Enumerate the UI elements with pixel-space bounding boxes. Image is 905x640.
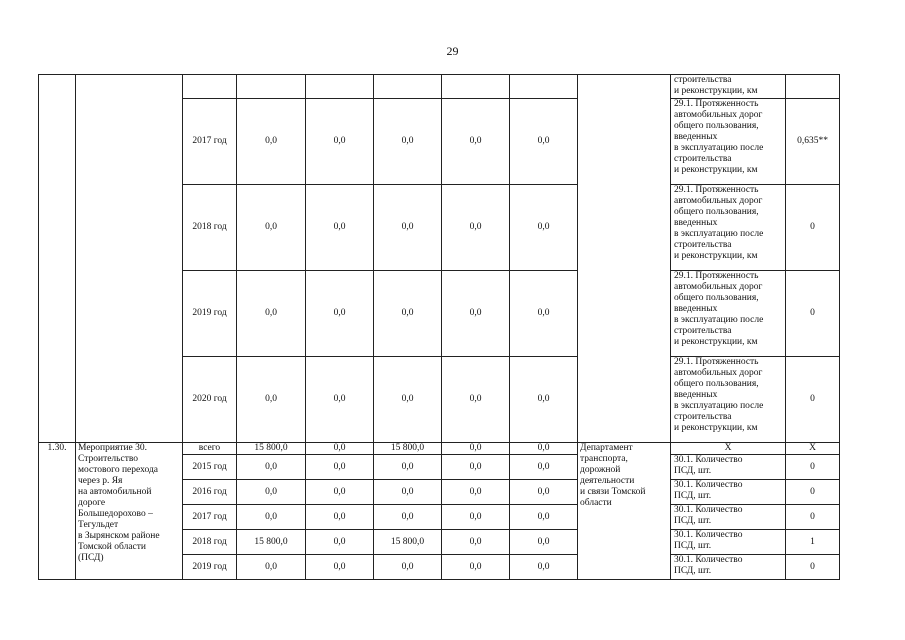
- value-cell: 15 800,0: [237, 530, 306, 555]
- value-cell: 0,0: [237, 357, 306, 443]
- indicator-cell: Х: [671, 443, 786, 455]
- value-cell: 0,0: [374, 185, 442, 271]
- target-value-cell: 0: [786, 455, 840, 480]
- number-cell: [39, 75, 76, 443]
- value-cell: 0,0: [510, 555, 578, 580]
- target-value-cell: 0: [786, 271, 840, 357]
- empty-cell: [442, 75, 510, 99]
- indicator-cell: 29.1. Протяженность автомобильных дорог общего пользования, введенных в эксплуатацию после строительства и реконструкции, км: [671, 185, 786, 271]
- target-value-cell: 1: [786, 530, 840, 555]
- value-cell: 0,0: [237, 271, 306, 357]
- executor-cell: [578, 75, 671, 443]
- value-cell: 0,0: [510, 505, 578, 530]
- year-cell: всего: [183, 443, 237, 455]
- indicator-cell: строительства и реконструкции, км: [671, 75, 786, 99]
- empty-cell: [510, 75, 578, 99]
- year-cell: 2019 год: [183, 271, 237, 357]
- value-cell: 0,0: [442, 271, 510, 357]
- target-value-cell: 0: [786, 480, 840, 505]
- value-cell: 0,0: [374, 271, 442, 357]
- value-cell: 0,0: [237, 505, 306, 530]
- program-table: [38, 74, 840, 580]
- value-cell: 15 800,0: [237, 443, 306, 455]
- value-cell: 0,0: [306, 530, 374, 555]
- target-value-cell: 0: [786, 357, 840, 443]
- indicator-cell: 29.1. Протяженность автомобильных дорог общего пользования, введенных в эксплуатацию после строительства и реконструкции, км: [671, 357, 786, 443]
- value-cell: 0,0: [306, 271, 374, 357]
- value-cell: 0,0: [237, 555, 306, 580]
- value-cell: 0,0: [510, 99, 578, 185]
- indicator-cell: 29.1. Протяженность автомобильных дорог общего пользования, введенных в эксплуатацию после строительства и реконструкции, км: [671, 99, 786, 185]
- value-cell: 0,0: [510, 530, 578, 555]
- value-cell: 0,0: [510, 271, 578, 357]
- value-cell: 0,0: [374, 555, 442, 580]
- number-cell: 1.30.: [39, 443, 76, 580]
- target-value-cell: 0: [786, 185, 840, 271]
- value-cell: 0,0: [374, 505, 442, 530]
- empty-cell: [237, 75, 306, 99]
- value-cell: 0,0: [374, 357, 442, 443]
- empty-cell: [374, 75, 442, 99]
- event-name-cell: Мероприятие 30. Строительство мостового перехода через р. Яя на автомобильной дороге Большедорохово – Тегульдет в Зырянском районе Томской области (ПСД): [76, 443, 183, 580]
- value-cell: 0,0: [374, 455, 442, 480]
- year-cell: 2018 год: [183, 185, 237, 271]
- page-number: 29: [446, 44, 459, 58]
- value-cell: 0,0: [442, 555, 510, 580]
- table-body: [39, 75, 840, 580]
- year-cell: 2016 год: [183, 480, 237, 505]
- executor-cell: Департамент транспорта, дорожной деятельности и связи Томской области: [578, 443, 671, 580]
- value-cell: 0,0: [442, 443, 510, 455]
- value-cell: 0,0: [510, 357, 578, 443]
- table-row: [39, 75, 840, 99]
- indicator-cell: 30.1. Количество ПСД, шт.: [671, 480, 786, 505]
- year-cell: 2015 год: [183, 455, 237, 480]
- year-cell: 2017 год: [183, 99, 237, 185]
- value-cell: 0,0: [442, 480, 510, 505]
- value-cell: 15 800,0: [374, 530, 442, 555]
- value-cell: 15 800,0: [374, 443, 442, 455]
- value-cell: 0,0: [442, 185, 510, 271]
- value-cell: 0,0: [306, 99, 374, 185]
- indicator-cell: 30.1. Количество ПСД, шт.: [671, 505, 786, 530]
- value-cell: 0,0: [510, 480, 578, 505]
- value-cell: 0,0: [237, 185, 306, 271]
- value-cell: 0,0: [442, 505, 510, 530]
- indicator-cell: 30.1. Количество ПСД, шт.: [671, 530, 786, 555]
- year-cell: 2018 год: [183, 530, 237, 555]
- value-cell: 0,0: [237, 480, 306, 505]
- indicator-cell: 30.1. Количество ПСД, шт.: [671, 455, 786, 480]
- value-cell: 0,0: [306, 357, 374, 443]
- indicator-cell: 30.1. Количество ПСД, шт.: [671, 555, 786, 580]
- value-cell: 0,0: [237, 99, 306, 185]
- value-cell: 0,0: [510, 185, 578, 271]
- value-cell: 0,0: [374, 480, 442, 505]
- value-cell: 0,0: [442, 455, 510, 480]
- event-name-cell: [76, 75, 183, 443]
- empty-cell: [183, 75, 237, 99]
- year-cell: 2019 год: [183, 555, 237, 580]
- value-cell: 0,0: [442, 357, 510, 443]
- value-cell: 0,0: [306, 443, 374, 455]
- table-row: [39, 443, 840, 455]
- empty-cell: [306, 75, 374, 99]
- value-cell: 0,0: [442, 99, 510, 185]
- value-cell: 0,0: [442, 530, 510, 555]
- target-value-cell: 0: [786, 505, 840, 530]
- value-cell: 0,0: [374, 99, 442, 185]
- year-cell: 2017 год: [183, 505, 237, 530]
- indicator-cell: 29.1. Протяженность автомобильных дорог общего пользования, введенных в эксплуатацию после строительства и реконструкции, км: [671, 271, 786, 357]
- value-cell: 0,0: [510, 455, 578, 480]
- value-cell: 0,0: [306, 505, 374, 530]
- value-cell: 0,0: [510, 443, 578, 455]
- target-value-cell: 0,635**: [786, 99, 840, 185]
- year-cell: 2020 год: [183, 357, 237, 443]
- value-cell: 0,0: [306, 185, 374, 271]
- empty-cell: [786, 75, 840, 99]
- value-cell: 0,0: [237, 455, 306, 480]
- value-cell: 0,0: [306, 455, 374, 480]
- value-cell: 0,0: [306, 480, 374, 505]
- target-value-cell: 0: [786, 555, 840, 580]
- value-cell: 0,0: [306, 555, 374, 580]
- target-value-cell: Х: [786, 443, 840, 455]
